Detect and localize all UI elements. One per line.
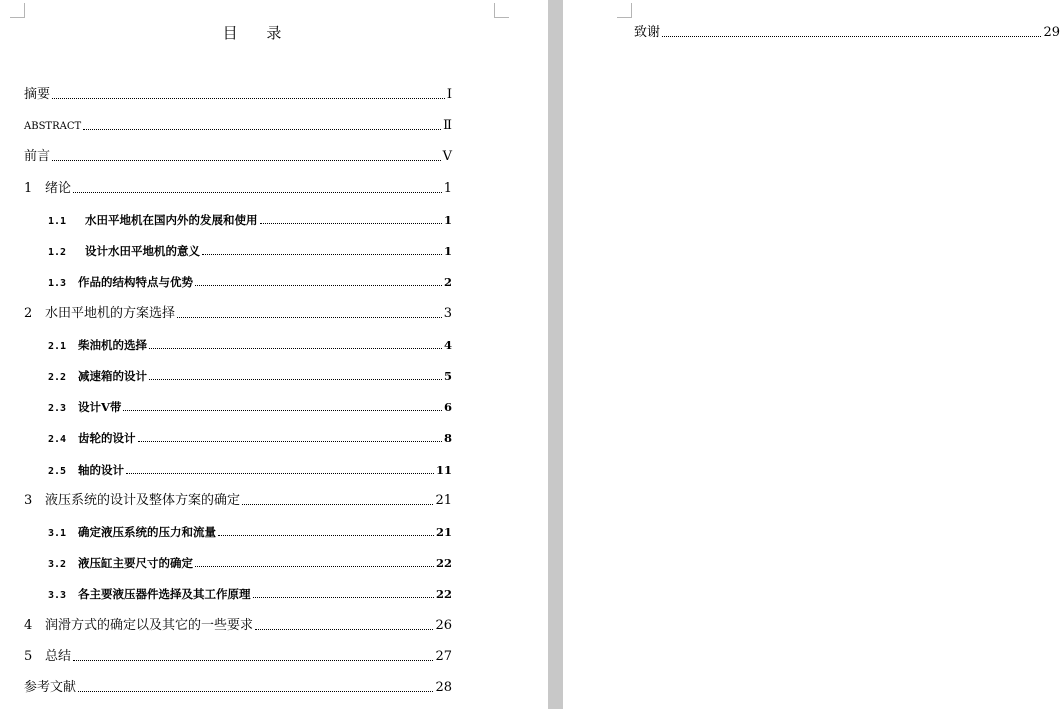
toc-entry-page: Ⅱ	[443, 118, 452, 133]
toc-dot-leader	[149, 379, 442, 380]
toc-entry-page: 21	[435, 525, 452, 539]
toc-entry-label: 减速箱的设计	[78, 369, 147, 383]
toc-entry-section-1-1[interactable]	[48, 211, 452, 229]
document-page-right	[563, 0, 1063, 709]
crop-mark-top-left	[10, 3, 25, 18]
toc-dot-leader	[73, 660, 433, 661]
toc-entry-page: 6	[443, 400, 452, 414]
toc-entry-label: 柴油机的选择	[78, 338, 147, 352]
toc-dot-leader	[253, 597, 434, 598]
toc-entry-number: 4	[24, 618, 33, 633]
toc-entry-label: 齿轮的设计	[78, 431, 136, 445]
toc-entry-label: 轴的设计	[78, 463, 124, 477]
toc-entry-label: 摘要	[24, 87, 51, 102]
toc-title: 目 录	[222, 24, 294, 42]
toc-entry-page: 22	[435, 556, 452, 570]
toc-entry-label: 润滑方式的确定以及其它的一些要求	[45, 618, 254, 633]
toc-entry-abstract-cn[interactable]	[24, 86, 452, 104]
toc-entry-number: 1.1	[48, 216, 67, 227]
toc-entry-number: 2	[24, 306, 33, 321]
toc-dot-leader	[138, 441, 442, 442]
toc-entry-number: 2.5	[48, 466, 67, 477]
crop-mark-top-right	[494, 3, 509, 18]
toc-entry-section-2-1[interactable]	[48, 336, 452, 354]
toc-dot-leader	[126, 473, 434, 474]
toc-dot-leader	[218, 535, 434, 536]
toc-entry-number: 3.1	[48, 528, 67, 539]
toc-entry-abstract-en[interactable]	[24, 117, 452, 135]
toc-entry-section-3-1[interactable]	[48, 523, 452, 541]
toc-entry-page: 2	[443, 275, 452, 289]
toc-dot-leader	[195, 566, 434, 567]
toc-dot-leader	[149, 348, 442, 349]
toc-entry-number: 1	[24, 181, 33, 196]
toc-entry-number: 3.3	[48, 590, 67, 601]
toc-entry-label: 设计水田平地机的意义	[85, 244, 200, 258]
toc-entry-number: 3	[24, 493, 33, 508]
toc-entry-number: 1.3	[48, 278, 67, 289]
toc-entry-page: 5	[443, 369, 452, 383]
toc-entry-chapter-5[interactable]	[24, 648, 452, 666]
toc-dot-leader	[52, 98, 445, 99]
toc-entry-section-1-3[interactable]	[48, 273, 452, 291]
toc-entry-page: 8	[443, 431, 452, 445]
toc-entry-page: 4	[443, 338, 452, 352]
toc-dot-leader	[255, 629, 433, 630]
toc-entry-references[interactable]	[24, 679, 452, 697]
toc-entry-label: 各主要液压器件选择及其工作原理	[78, 587, 251, 601]
toc-entry-number: 1.2	[48, 247, 67, 258]
toc-entry-chapter-4[interactable]	[24, 617, 452, 635]
toc-entry-label: 总结	[45, 649, 72, 664]
toc-entry-page: Ⅴ	[442, 149, 452, 164]
toc-dot-leader	[83, 129, 441, 130]
toc-entry-chapter-2[interactable]	[24, 305, 452, 323]
toc-entry-label: 液压系统的设计及整体方案的确定	[45, 493, 241, 508]
toc-entry-section-2-3[interactable]	[48, 398, 452, 416]
toc-entry-page: 22	[435, 587, 452, 601]
toc-entry-page: 3	[443, 306, 452, 321]
toc-entry-number: 2.1	[48, 341, 67, 352]
toc-entry-page: 26	[435, 618, 452, 633]
toc-dot-leader	[177, 317, 442, 318]
toc-dot-leader	[78, 691, 433, 692]
toc-dot-leader	[242, 504, 433, 505]
toc-entry-number: 5	[24, 649, 33, 664]
toc-entry-page: 1	[443, 244, 452, 258]
toc-entry-page: 11	[435, 463, 452, 477]
toc-entry-page: 29	[1043, 25, 1060, 40]
toc-entry-number: 3.2	[48, 559, 67, 570]
toc-entry-page: Ⅰ	[446, 87, 452, 102]
toc-entry-page: 21	[435, 493, 452, 508]
toc-entry-label: 水田平地机在国内外的发展和使用	[85, 213, 258, 227]
toc-entry-chapter-3[interactable]	[24, 492, 452, 510]
toc-entry-preface[interactable]	[24, 148, 452, 166]
toc-entry-number: 2.2	[48, 372, 67, 383]
toc-entry-section-3-3[interactable]	[48, 585, 452, 603]
toc-entry-section-1-2[interactable]	[48, 242, 452, 260]
toc-dot-leader	[73, 192, 442, 193]
toc-entry-page: 1	[443, 213, 452, 227]
toc-entry-label: ABSTRACT	[24, 121, 82, 132]
crop-mark-top-left	[617, 3, 632, 18]
toc-dot-leader	[123, 410, 442, 411]
toc-entry-label: 参考文献	[24, 680, 77, 695]
toc-entry-label: 作品的结构特点与优势	[78, 275, 193, 289]
toc-entry-label: 水田平地机的方案选择	[45, 306, 176, 321]
toc-entry-label: 绪论	[45, 181, 72, 196]
toc-entry-page: 1	[443, 181, 452, 196]
toc-entry-section-2-4[interactable]	[48, 429, 452, 447]
toc-entry-label: 前言	[24, 149, 51, 164]
toc-entry-label: 确定液压系统的压力和流量	[78, 525, 216, 539]
toc-dot-leader	[195, 285, 442, 286]
toc-entry-page: 28	[435, 680, 452, 695]
toc-entry-chapter-1[interactable]	[24, 180, 452, 198]
toc-entry-acknowledgements[interactable]	[634, 24, 1060, 42]
toc-dot-leader	[202, 254, 442, 255]
toc-entry-number: 2.4	[48, 434, 67, 445]
toc-entry-label: 致谢	[634, 25, 661, 40]
toc-entry-page: 27	[435, 649, 452, 664]
toc-entry-label: 设计V带	[78, 400, 122, 414]
page-gutter	[548, 0, 563, 709]
toc-entry-number: 2.3	[48, 403, 67, 414]
toc-entry-section-2-5[interactable]	[48, 461, 452, 479]
toc-entry-label: 液压缸主要尺寸的确定	[78, 556, 193, 570]
toc-dot-leader	[662, 36, 1041, 37]
toc-entry-section-3-2[interactable]	[48, 554, 452, 572]
toc-entry-section-2-2[interactable]	[48, 367, 452, 385]
toc-dot-leader	[52, 160, 441, 161]
toc-dot-leader	[260, 223, 442, 224]
